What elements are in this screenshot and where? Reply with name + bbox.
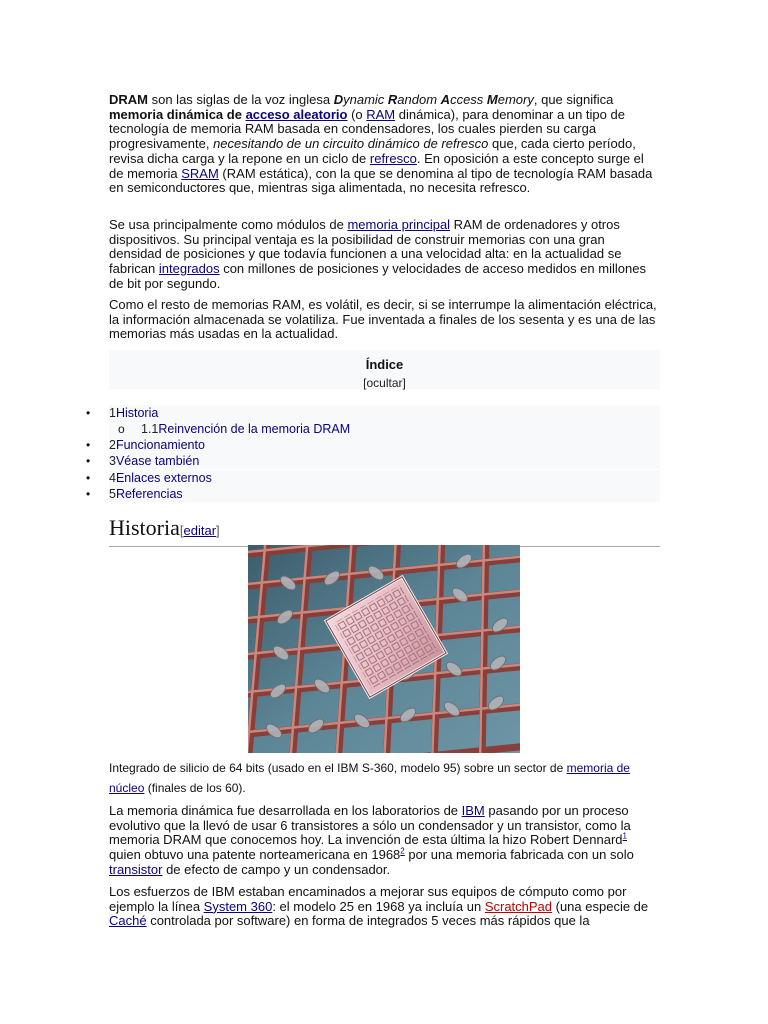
toc-label[interactable]: Enlaces externos: [115, 471, 212, 485]
text: (RAM estática), con la que se denomina al tipo de tecnología RAM basada en semiconductores que, mientras siga alimentada, no necesita refresco.: [109, 165, 653, 196]
link-memoria-de-nucleo[interactable]: memoria de núcleo: [109, 761, 630, 795]
paragraph-uses: [109, 218, 660, 292]
toc-number: 1: [109, 406, 116, 420]
section-heading-historia: [109, 514, 660, 547]
text: de efecto de campo y un condensador.: [162, 861, 391, 877]
link-transistor[interactable]: transistor: [109, 861, 163, 877]
link-system-360[interactable]: System 360: [203, 898, 273, 914]
text: que, cada cierto período, revisa dicha carga y la repone en un ciclo de: [109, 136, 636, 166]
footnote-1[interactable]: 1: [622, 832, 627, 842]
link-sram[interactable]: SRAM: [181, 165, 219, 181]
text: RAM de ordenadores y otros dispositivos. Su principal ventaja es la posibilidad de construir memorias con una gran densidad de posiciones y que todavía funcionen a una velocidad alta: en la actualidad se fabrican: [109, 217, 622, 277]
toc-label[interactable]: Historia: [115, 406, 159, 420]
text: emory: [497, 92, 534, 107]
text: pasando por un proceso evolutivo que la llevó de usar 6 transistores a sólo un condensador y un transistor, como la memoria DRAM que conocemos hoy. La invención de esta última la hizo Robert Dennard: [109, 803, 631, 848]
toc-label[interactable]: Reinvención de la memoria DRAM: [158, 422, 351, 436]
toc-item-referencias[interactable]: [0, 486, 660, 502]
link-cache[interactable]: Caché: [109, 913, 147, 929]
link-acceso-aleatorio[interactable]: acceso aleatorio: [245, 106, 348, 122]
link-ibm[interactable]: IBM: [461, 803, 485, 818]
text: por una memoria fabricada con un solo: [404, 847, 634, 863]
bullet-icon: •: [86, 454, 91, 468]
toc-number: 1.1: [141, 422, 159, 436]
toc-item-reinvencion[interactable]: [0, 421, 660, 437]
text: ynamic: [343, 92, 388, 107]
toc-label[interactable]: Funcionamiento: [115, 438, 205, 452]
section-title: Historia: [109, 515, 180, 540]
text: (o: [347, 106, 367, 122]
text: , que significa: [533, 92, 614, 107]
intro-paragraph: [109, 93, 660, 196]
text: ccess: [450, 92, 487, 107]
toc-item-enlaces[interactable]: [0, 470, 660, 486]
figure-caption: [109, 758, 660, 798]
paragraph-volatile: Como el resto de memorias RAM, es volátil, es decir, si se interrumpe la alimentación eléctrica, la información almacenada se volatiliza. Fue inventada a finales de los sesenta y es una de las memorias más usadas en la actualidad.: [109, 297, 657, 342]
text: La memoria dinámica fue desarrollada en los laboratorios de: [109, 803, 462, 818]
bracket: [: [179, 523, 184, 538]
link-ram[interactable]: RAM: [366, 106, 396, 122]
letter-m: M: [486, 92, 498, 107]
text: Se usa principalmente como módulos de: [109, 217, 348, 232]
bullet-icon: •: [86, 406, 91, 420]
toc-number: 4: [109, 471, 116, 485]
letter-a: A: [440, 92, 451, 107]
toc-item-historia[interactable]: [0, 405, 660, 421]
bullet-icon: •: [86, 487, 91, 501]
link-memoria-principal[interactable]: memoria principal: [347, 217, 451, 232]
link-scratchpad[interactable]: ScratchPad: [484, 898, 553, 914]
toc-number: 3: [109, 454, 116, 468]
bracket: ]: [216, 523, 220, 538]
toc-label[interactable]: Véase también: [115, 454, 200, 468]
italic-phrase: necesitando de un circuito dinámico de refresco: [213, 136, 489, 152]
toc-item-funcionamiento[interactable]: [0, 437, 660, 453]
toc-item-vease[interactable]: [0, 453, 660, 469]
edit-section: [180, 523, 220, 538]
toc-number: 5: [109, 487, 116, 501]
edit-link[interactable]: editar: [183, 523, 217, 538]
toc-label[interactable]: Referencias: [115, 487, 183, 501]
sub-bullet-icon: o: [118, 422, 125, 436]
text: Integrado de silicio de 64 bits (usado en el IBM S-360, modelo 95) sobre un sector de: [109, 761, 567, 775]
bullet-icon: •: [86, 471, 91, 485]
text: (una especie de: [552, 898, 649, 914]
core-memory-illustration: [248, 545, 520, 753]
text: controlada por software) en forma de integrados 5 veces más rápidos que la: [146, 913, 590, 929]
footnote-2[interactable]: 2: [400, 846, 405, 856]
letter-r: R: [387, 92, 398, 107]
text: : el modelo 25 en 1968 ya incluía un: [272, 898, 485, 914]
bullet-icon: •: [86, 438, 91, 452]
link-refresco[interactable]: refresco: [369, 150, 417, 166]
toc-number: 2: [109, 438, 116, 452]
text: . En oposición a este concepto surge el de memoria: [109, 150, 644, 181]
bold-term: memoria dinámica de: [109, 106, 246, 122]
text: dinámica), para denominar a un tipo de tecnología de memoria RAM basada en condensadores, los cuales pierden su carga progresivamente,: [109, 106, 625, 152]
chip-on-core-memory-image[interactable]: [248, 545, 520, 753]
toc-title: Índice: [365, 357, 404, 372]
paragraph-ibm-efforts: [109, 885, 660, 929]
term-dram: DRAM: [109, 92, 148, 107]
letter-d: D: [333, 92, 344, 107]
text: son las siglas de la voz inglesa: [148, 92, 334, 107]
text: quien obtuvo una patente norteamericana en 1968: [109, 847, 401, 863]
text: Los esfuerzos de IBM estaban encaminados a mejorar sus equipos de cómputo como por ejemplo la línea: [109, 884, 627, 914]
text: (finales de los 60).: [144, 781, 246, 795]
link-integrados[interactable]: integrados: [158, 261, 220, 277]
paragraph-history: [109, 804, 660, 878]
toc-toggle[interactable]: [ocultar]: [363, 376, 406, 390]
text: andom: [397, 92, 441, 107]
toc-box: [109, 350, 660, 389]
text: con millones de posiciones y velocidades de acceso medidos en millones de bit por segundo.: [109, 261, 646, 291]
